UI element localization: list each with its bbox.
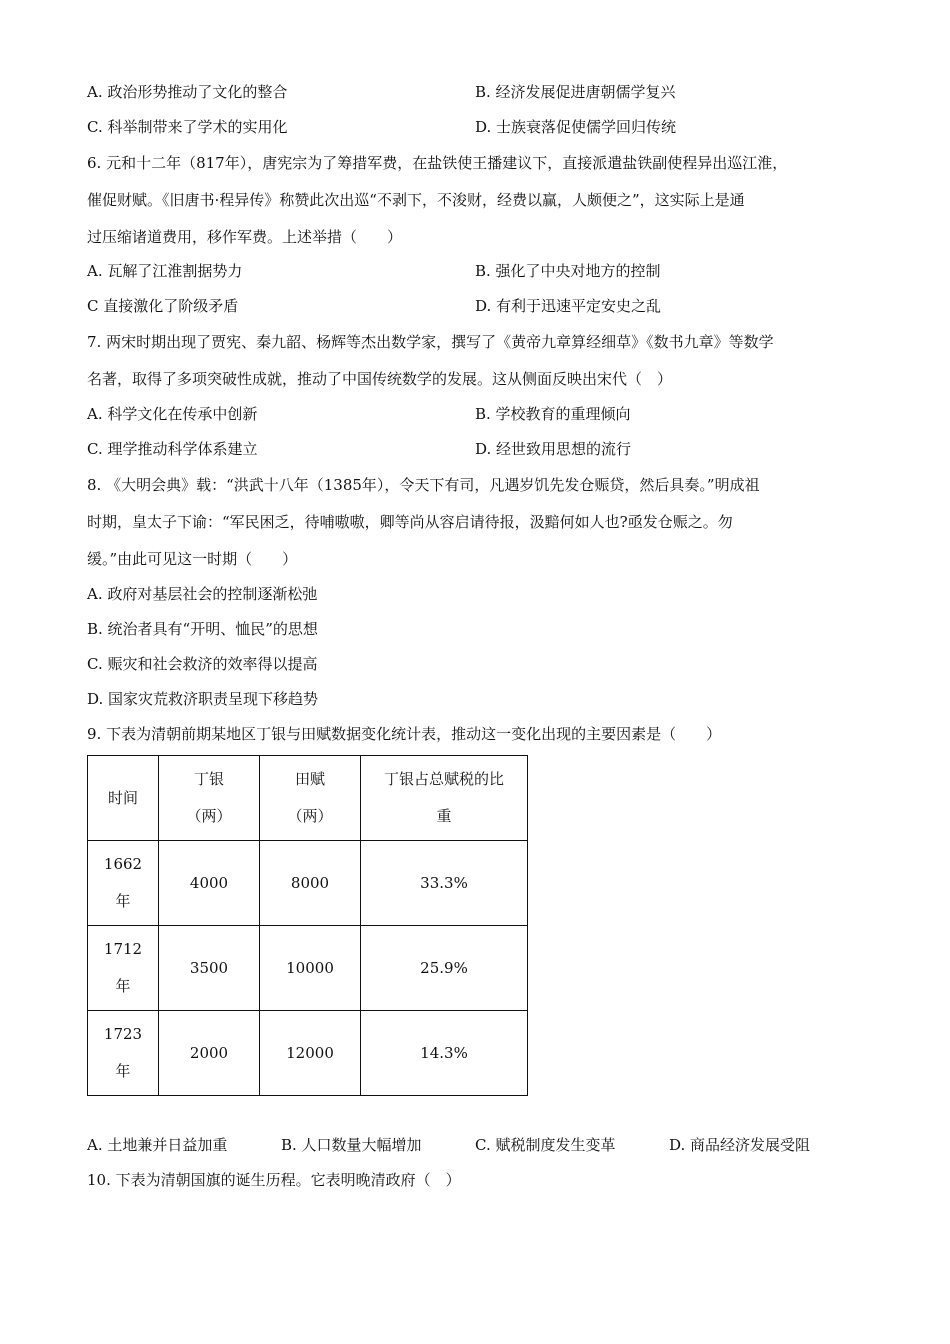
q5-options-row1: [87, 82, 867, 102]
cell-ratio: 25.9%: [361, 926, 528, 1011]
table-row: [88, 841, 528, 926]
q5-option-b: B. 经济发展促进唐朝儒学复兴: [475, 83, 676, 101]
q6-stem-line1: 6. 元和十二年（817年），唐宪宗为了筹措军费，在盐铁使王播建议下，直接派遣盐铁副使程异出巡江淮，: [87, 154, 788, 172]
q6-options-row2: [87, 296, 867, 316]
q9-option-d: D. 商品经济发展受阻: [669, 1136, 811, 1154]
q6-option-b: B. 强化了中央对地方的控制: [475, 262, 661, 280]
q8-option-b: B. 统治者具有“开明、恤民”的思想: [87, 620, 318, 638]
cell-ratio: 33.3%: [361, 841, 528, 926]
q9-stem-line1: 9. 下表为清朝前期某地区丁银与田赋数据变化统计表，推动这一变化出现的主要因素是（ ）: [87, 725, 722, 743]
q7-option-c: C. 理学推动科学体系建立: [87, 440, 258, 458]
q8-stem-line3: 缓。”由此可见这一时期（ ）: [87, 550, 298, 568]
q8-stem-line1: 8. 《大明会典》载：“洪武十八年（1385年），令天下有司，凡遇岁饥先发仓赈贷，然后具奏。”明成祖: [87, 476, 760, 494]
q6-option-c: C 直接激化了阶级矛盾: [87, 297, 239, 315]
q6-option-a: A. 瓦解了江淮割据势力: [87, 262, 243, 280]
q7-stem-line2: 名著，取得了多项突破性成就，推动了中国传统数学的发展。这从侧面反映出宋代（ ）: [87, 370, 673, 388]
q9-option-a: A. 土地兼并日益加重: [87, 1136, 228, 1154]
cell-tianfu: 10000: [260, 926, 361, 1011]
q7-option-a: A. 科学文化在传承中创新: [87, 405, 258, 423]
cell-tianfu: 8000: [260, 841, 361, 926]
q8-stem-line2: 时期，皇太子下谕：“军民困乏，待哺嗷嗷，卿等尚从容启请待报，汲黯何如人也?亟发仓赈之。勿: [87, 513, 733, 531]
cell-year: 1723 年: [88, 1011, 159, 1096]
header-cell-dingyin: 丁银 （两）: [159, 756, 260, 841]
q5-option-d: D. 士族衰落促使儒学回归传统: [475, 118, 677, 136]
header-cell-time: 时间: [88, 756, 159, 841]
q8-option-c: C. 赈灾和社会救济的效率得以提高: [87, 655, 318, 673]
q7-option-d: D. 经世致用思想的流行: [475, 440, 632, 458]
q5-option-a: A. 政治形势推动了文化的整合: [87, 83, 288, 101]
q6-option-d: D. 有利于迅速平定安史之乱: [475, 297, 662, 315]
q9-data-table: [87, 755, 528, 1096]
q9-option-c: C. 赋税制度发生变革: [475, 1136, 616, 1154]
q5-options-row2: [87, 117, 867, 137]
q6-options-row1: [87, 261, 867, 281]
q5-option-c: C. 科举制带来了学术的实用化: [87, 118, 288, 136]
q7-stem-line1: 7. 两宋时期出现了贾宪、秦九韶、杨辉等杰出数学家，撰写了《黄帝九章算经细草》《数书九章》等数学: [87, 333, 774, 351]
q9-options-row: [87, 1135, 867, 1155]
q6-stem-line2: 催促财赋。《旧唐书·程异传》称赞此次出巡“不剥下，不浚财，经费以赢，人颇便之”，这实际上是通: [87, 191, 745, 209]
cell-year: 1712 年: [88, 926, 159, 1011]
header-cell-tianfu: 田赋 （两）: [260, 756, 361, 841]
q8-option-a: A. 政府对基层社会的控制逐渐松弛: [87, 585, 318, 603]
table-row: [88, 926, 528, 1011]
q7-options-row2: [87, 439, 867, 459]
q10-stem-line1: 10. 下表为清朝国旗的诞生历程。它表明晚清政府（ ）: [87, 1171, 461, 1189]
table-header-row: [88, 756, 528, 841]
table-row: [88, 1011, 528, 1096]
q6-stem-line3: 过压缩诸道费用，移作军费。上述举措（ ）: [87, 228, 403, 246]
q9-option-b: B. 人口数量大幅增加: [281, 1136, 422, 1154]
q8-option-d: D. 国家灾荒救济职责呈现下移趋势: [87, 690, 319, 708]
header-cell-ratio: 丁银占总赋税的比 重: [361, 756, 528, 841]
cell-dingyin: 2000: [159, 1011, 260, 1096]
cell-dingyin: 3500: [159, 926, 260, 1011]
q7-option-b: B. 学校教育的重理倾向: [475, 405, 631, 423]
q7-options-row1: [87, 404, 867, 424]
cell-year: 1662 年: [88, 841, 159, 926]
cell-dingyin: 4000: [159, 841, 260, 926]
cell-tianfu: 12000: [260, 1011, 361, 1096]
cell-ratio: 14.3%: [361, 1011, 528, 1096]
